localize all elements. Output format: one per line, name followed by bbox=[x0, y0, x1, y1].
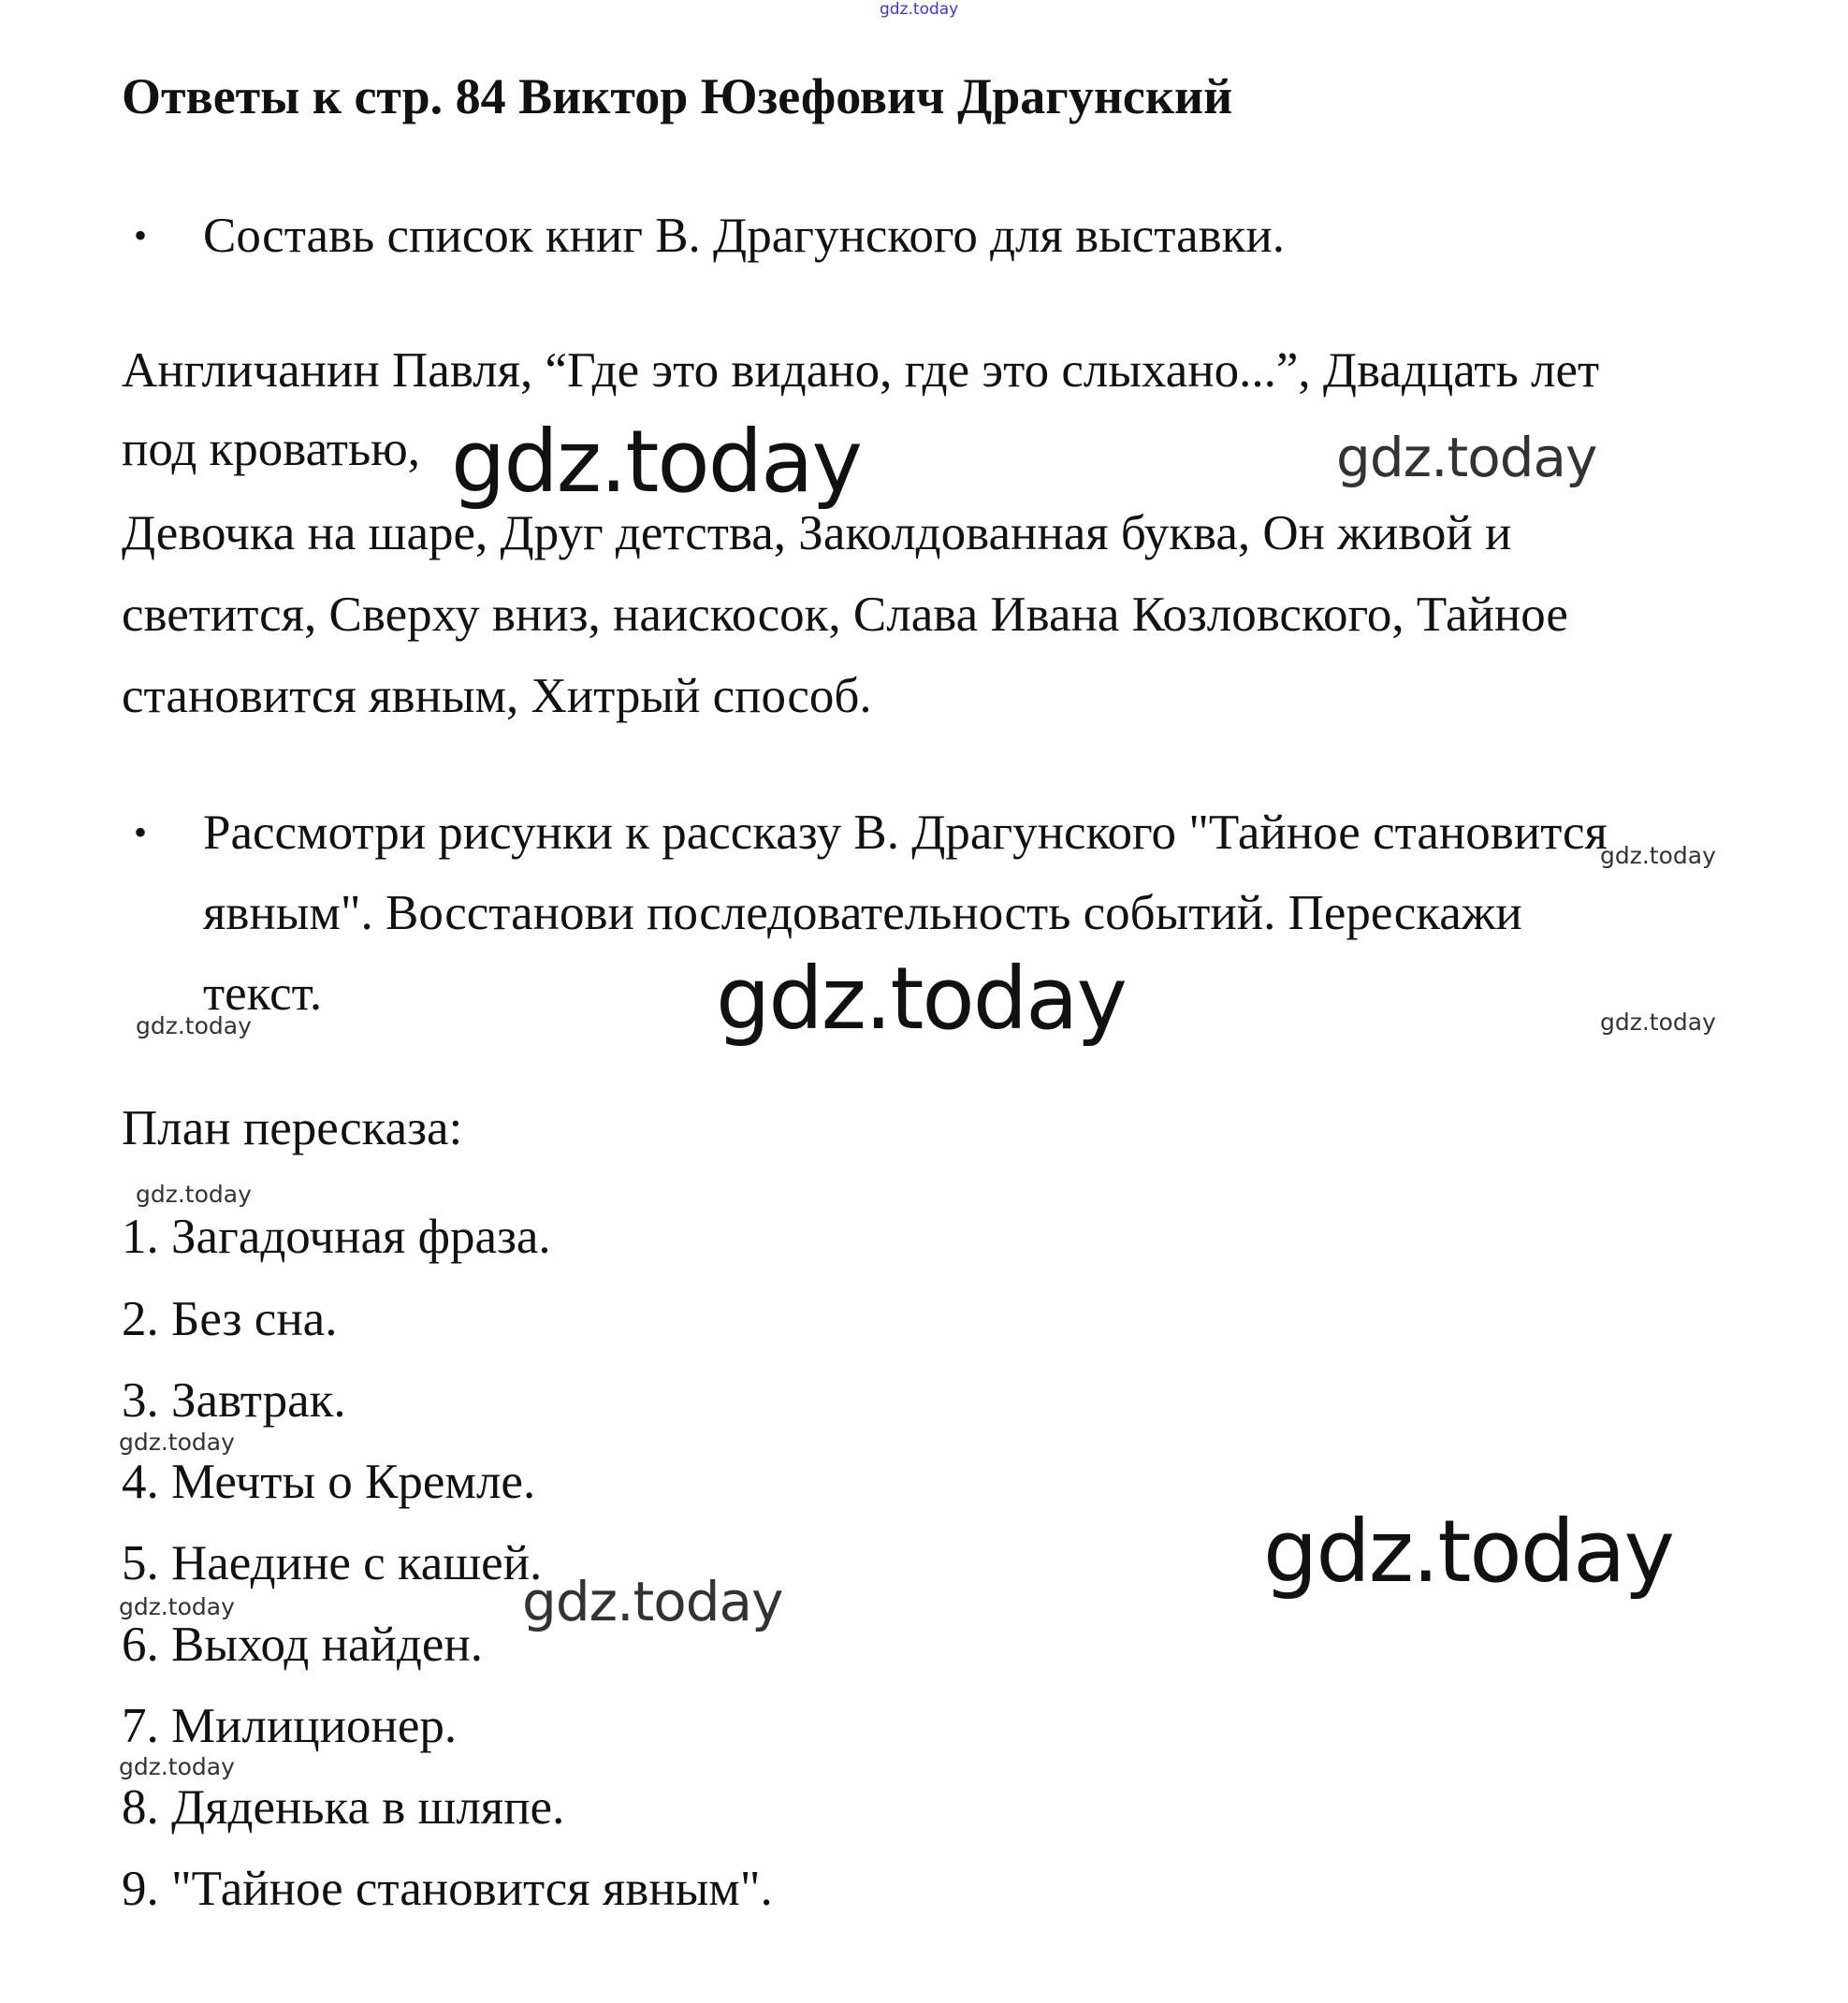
plan-item-6: 6. Выход найден. bbox=[122, 1618, 483, 1672]
answer-line-5: становится явным, Хитрый способ. bbox=[122, 669, 872, 723]
answer-line-3: Девочка на шаре, Друг детства, Заколдованная буква, Он живой и bbox=[122, 506, 1512, 560]
plan-item-4: 4. Мечты о Кремле. bbox=[122, 1455, 536, 1509]
answer-line-2: под кроватью, bbox=[122, 422, 420, 476]
task2-question-line-3: текст. bbox=[203, 966, 323, 1021]
watermark: gdz.today bbox=[716, 949, 1126, 1049]
watermark: gdz.today bbox=[119, 1753, 235, 1780]
plan-item-7: 7. Милиционер. bbox=[122, 1699, 458, 1753]
watermark: gdz.today bbox=[1600, 1009, 1716, 1036]
watermark: gdz.today bbox=[1263, 1502, 1673, 1602]
plan-item-8: 8. Дяденька в шляпе. bbox=[122, 1780, 565, 1835]
watermark: gdz.today bbox=[880, 0, 959, 19]
plan-item-9: 9. "Тайное становится явным". bbox=[122, 1862, 773, 1916]
plan-item-5: 5. Наедине с кашей. bbox=[122, 1536, 543, 1590]
watermark: gdz.today bbox=[451, 412, 861, 512]
task2-question-line-1: Рассмотри рисунки к рассказу В. Драгунского "Тайное становится bbox=[203, 806, 1608, 860]
plan-title: План пересказа: bbox=[122, 1101, 463, 1155]
answer-line-4: светится, Сверху вниз, наискосок, Слава Ивана Козловского, Тайное bbox=[122, 588, 1568, 642]
answer-line-1: Англичанин Павля, “Где это видано, где это слыхано...”, Двадцать лет bbox=[122, 343, 1600, 398]
watermark: gdz.today bbox=[1336, 426, 1597, 489]
plan-item-3: 3. Завтрак. bbox=[122, 1373, 346, 1428]
task1-question: Составь список книг В. Драгунского для выставки. bbox=[203, 209, 1286, 263]
bullet-1: • bbox=[134, 214, 148, 256]
watermark: gdz.today bbox=[522, 1570, 783, 1633]
bullet-2: • bbox=[134, 811, 148, 853]
watermark: gdz.today bbox=[119, 1429, 235, 1456]
task2-question-line-2: явным". Восстанови последовательность событий. Перескажи bbox=[203, 886, 1522, 940]
plan-item-1: 1. Загадочная фраза. bbox=[122, 1210, 551, 1264]
plan-item-2: 2. Без сна. bbox=[122, 1292, 338, 1346]
watermark: gdz.today bbox=[136, 1181, 252, 1208]
watermark: gdz.today bbox=[1600, 842, 1716, 869]
watermark: gdz.today bbox=[136, 1012, 252, 1039]
watermark: gdz.today bbox=[119, 1593, 235, 1620]
page-title: Ответы к стр. 84 Виктор Юзефович Драгунский bbox=[122, 68, 1233, 124]
